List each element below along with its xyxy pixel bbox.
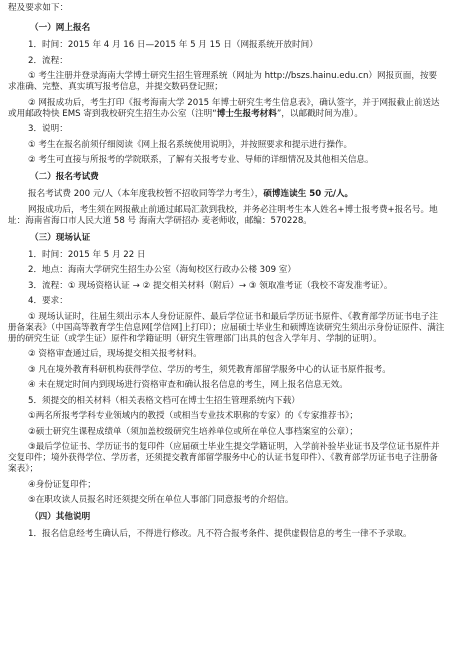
online-step-2-emphasis: 博士生报考材料 <box>216 108 277 119</box>
online-step-2-text: ② 网报成功后，考生打印《报考海南大学 2015 年博士研究生考生信息表》，确认签字，并于网报截止前送达或用邮政特快 EMS 寄到我校研究生招生办公室（注明“ <box>8 97 440 119</box>
other-note-1: 1．报名信息经考生确认后，不得进行修改。凡不符合报考条件、提供虚假信息的考生一律不予录取。 <box>28 529 412 539</box>
section-heading-onsite: （三）现场认证 <box>30 232 91 243</box>
onsite-location-item: 2．地点：海南大学研究生招生办公室（海甸校区行政办公楼 309 室） <box>28 265 296 275</box>
online-step-2-tail: ”，以邮戳时间为准）。 <box>276 108 363 119</box>
materials-item: 5．须提交的相关材料（相关表格文档可在博士生招生管理系统内下载） <box>28 395 300 406</box>
material-5: ⑤在职攻读人员报名时还须提交所在单位人事部门同意报考的介绍信。 <box>28 495 294 505</box>
online-time-item: 1．时间：2015 年 4 月 16 日—2015 年 5 月 15 日（网报系统开放时间） <box>28 40 318 50</box>
onsite-requirement-4: ④ 未在规定时间内到现场进行资格审查和确认报名信息的考生，网上报名信息无效。 <box>28 380 348 390</box>
material-2: ②硕士研究生课程成绩单（须加盖校级研究生培养单位或所在单位人事档案室的公章）； <box>28 426 358 437</box>
fee-paragraph <box>8 189 445 200</box>
online-step-2 <box>8 98 445 120</box>
onsite-time-item: 1．时间：2015 年 5 月 22 日 <box>28 249 146 260</box>
fee-emphasis: 硕博连读生 50 元/人。 <box>263 189 354 199</box>
onsite-requirements-item: 4．要求： <box>28 296 68 306</box>
online-note-1: ① 考生在报名前须仔细阅读《网上报名系统使用说明》，并按照要求和提示进行操作。 <box>28 139 353 150</box>
section-heading-online-registration: （一）网上报名 <box>30 23 91 33</box>
material-4: ④身份证复印件； <box>28 479 96 490</box>
onsite-requirement-1: ① 现场认证时，往届生须出示本人身份证原件、最后学位证书和最后学历证书原件、《教育部学历证书电子注册备案表》（中国高等教育学生信息网[学信网]上打印）；应届硕士毕业生和硕博连读研究生须出示身份证原件、满注册的研究生证（或学生证）原件和学籍证明（研究生管理部门出具的包含入学年月、学制的证明）。 <box>8 311 445 344</box>
online-step-1: ① 考生注册并登录海南大学博士研究生招生管理系统（网址为 http://bszs.hainu.edu.cn）网报页面，按要求准确、完整、真实填写报考信息，并提交数码登记照； <box>8 71 438 92</box>
fee-remittance-paragraph: 网报成功后，考生须在网报截止前通过邮局汇款到我校，并务必注明考生本人姓名+博士报考费+报名号。地址：海南省海口市人民大道 58 号 海南大学研招办 麦老师收，邮编：570228。 <box>8 204 438 226</box>
online-process-item: 2．流程： <box>28 55 68 66</box>
online-notes-item: 3．说明： <box>28 124 68 134</box>
onsite-process-item: 3．流程：① 现场资格认证 → ② 提交相关材料（附后）→ ③ 领取准考证（我校不寄发准考证）。 <box>28 280 393 291</box>
material-3: ③最后学位证书、学历证书的复印件（应届硕士毕业生提交学籍证明，入学前补验毕业证书及学位证书原件并交复印件；境外获得学位、学历者，还须提交教育部留学服务中心的认证书复印件）、《教育部学历证书电子注册备案表》； <box>8 442 440 474</box>
material-1: ①两名所报考学科专业领域内的教授（或相当专业技术职称的专家）的《专家推荐书》； <box>28 411 358 421</box>
section-heading-other-notes: （四）其他说明 <box>30 512 91 522</box>
onsite-requirement-3: ③ 凡在境外教育科研机构获得学位、学历的考生，须凭教育部留学服务中心的认证书原件报考。 <box>28 364 391 375</box>
onsite-requirement-2: ② 资格审查通过后，现场提交相关报考材料。 <box>28 349 202 359</box>
intro-line: 程及要求如下： <box>8 3 69 13</box>
fee-text: 报名考试费 200 元/人（本年度我校暂不招收同等学力考生）， <box>28 189 264 199</box>
section-heading-fee: （二）报名考试费 <box>30 172 99 182</box>
online-note-2: ② 考生可直接与所报考的学院联系，了解有关报考专业、导师的详细情况及其他相关信息。 <box>28 155 374 165</box>
